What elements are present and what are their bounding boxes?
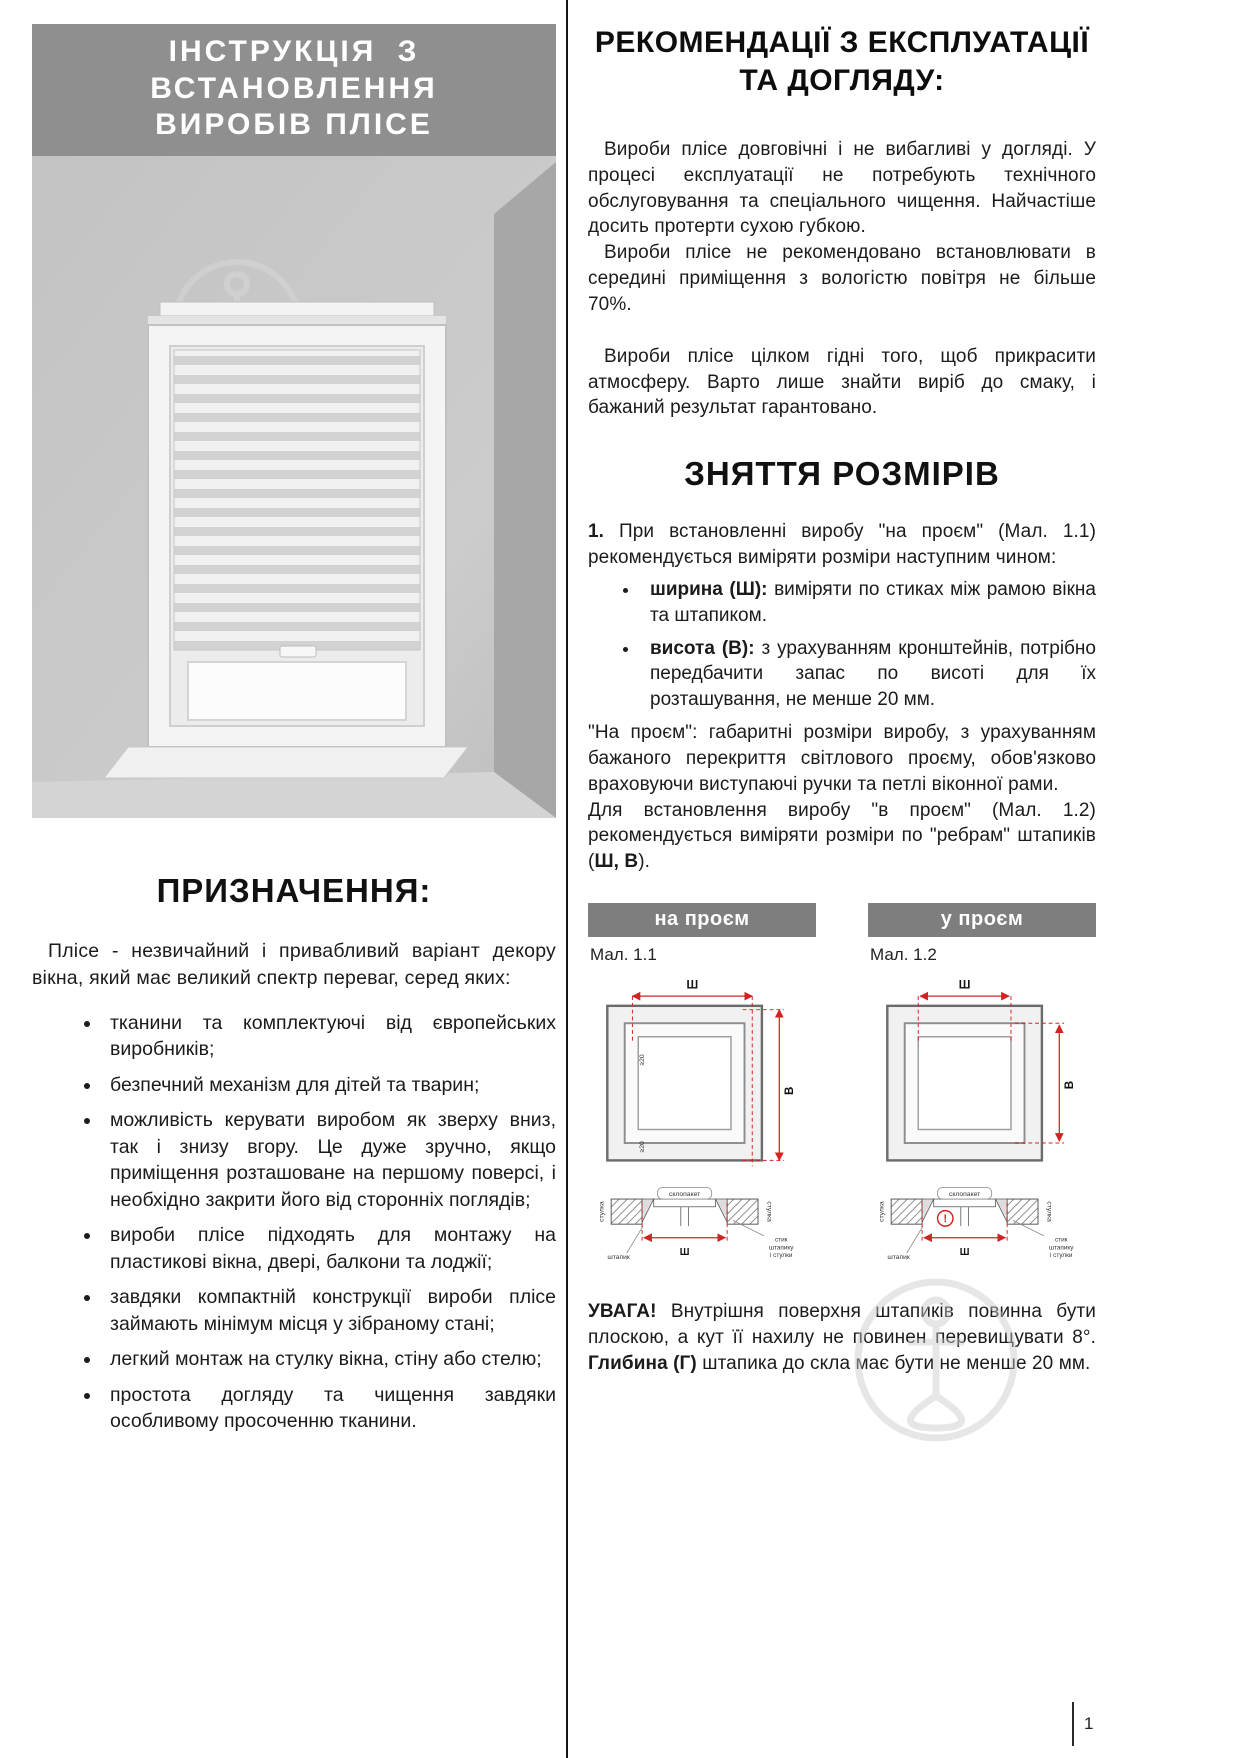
glazing-label: склопакет [668, 1191, 701, 1199]
joint-label: штапику [768, 1244, 794, 1252]
sash-label: стулка [878, 1201, 886, 1222]
advantages-list [32, 1010, 556, 1435]
sash-label: стулка [598, 1201, 606, 1222]
figure-na-proem [588, 903, 816, 1263]
width-dim-label: Ш [686, 979, 699, 992]
joint-label: і стулки [770, 1252, 793, 1260]
page-number [1072, 1702, 1093, 1746]
step-number: 1. [588, 521, 605, 543]
left-column [32, 24, 556, 1444]
figure2-caption: Мал. 1.2 [870, 945, 937, 965]
window-measurement-diagram-2 [868, 967, 1096, 1263]
figure-u-proem [868, 903, 1096, 1263]
blind-handle [280, 646, 316, 657]
v-proem-text: Для встановлення виробу "в проєм" (Мал. 1.2) рекомендується виміряти розміри по "ребрам" штапиків ( [588, 799, 1096, 873]
height-dim-label: В [1063, 1080, 1076, 1090]
term-width-text: виміряти по стиках між рамою вікна та штапиком. [650, 578, 1096, 626]
care-paragraph-3: Вироби плісе цілком гідні того, щоб прикрасити атмосферу. Варто лише знайти виріб до смаку, і бажаний результат гарантовано. [588, 345, 1096, 419]
list-item: • завдяки компактній конструкції вироби плісе займають мінімум місця у зібраному стані; [102, 1284, 556, 1337]
window-measurement-diagram-1 [588, 967, 816, 1263]
care-paragraph-2: Вироби плісе не рекомендовано встановлювати в середині приміщення з вологістю повітря не більше 70%. [588, 242, 1096, 315]
list-item: • простота догляду та чищення завдяки особливому просоченню тканини. [102, 1382, 556, 1435]
purpose-intro: Плісе - незвичайний і привабливий варіант декору вікна, який має великий спектр переваг, серед яких: [32, 939, 556, 989]
list-item: • тканини та комплектуючі від європейських виробників; [102, 1010, 556, 1063]
joint-label: і стулки [1050, 1252, 1073, 1260]
care-title-line1: РЕКОМЕНДАЦІЇ З ЕКСПЛУАТАЦІЇ [594, 26, 1090, 59]
height-dim-label: В [783, 1086, 796, 1096]
joint-label: стик [1055, 1236, 1068, 1244]
sash-label: стулка [1045, 1201, 1053, 1222]
step-text: При встановленні виробу "на проєм" (Мал. 1.1) рекомендується виміряти розміри наступним чином: [588, 521, 1096, 569]
bead-label: штапик [607, 1253, 630, 1261]
joint-label: стик [775, 1236, 788, 1244]
figures-row [588, 903, 1096, 1263]
figure1-caption: Мал. 1.1 [590, 945, 657, 965]
width-dim-label: Ш [958, 979, 971, 992]
section-width-label: Ш [679, 1247, 690, 1259]
care-paragraph-1: Вироби плісе довговічні і не вибагливі у догляді. У процесі експлуатації не потребують технічного обслуговування та спеціального чищення. Найчастіше досить протерти сухою губкою. [588, 139, 1096, 238]
attention-text-1: Внутрішня поверхня штапиків повинна бути плоскою, а кут її нахилу не повинен перевищувати 8°. [588, 1301, 1096, 1348]
attention-paragraph [588, 1299, 1096, 1376]
v-proem-dims: Ш, В [594, 851, 639, 873]
right-column [588, 24, 1096, 1377]
attention-label: УВАГА! [588, 1301, 657, 1323]
column-divider-line [566, 0, 568, 1758]
min-gap-label: ≥20 [639, 1141, 647, 1153]
page-number-value: 1 [1084, 1714, 1094, 1733]
care-title-line2: ТА ДОГЛЯДУ: [739, 63, 945, 97]
sash-label: стулка [765, 1201, 773, 1222]
figure1-header: на проєм [588, 903, 816, 937]
instruction-header-line2: ВИРОБІВ ПЛІСЕ [155, 108, 433, 142]
purpose-title: ПРИЗНАЧЕННЯ: [156, 871, 432, 909]
measuring-step1 [588, 519, 1096, 571]
list-item: • можливість керувати виробом як зверху вниз, так і знизу вгору. Це дуже зручно, якщо приміщення розташоване на першому поверсі, і необхідно закрити його від сторонніх поглядів; [102, 1107, 556, 1213]
section-width-label: Ш [959, 1247, 970, 1259]
warning-exclamation-icon [938, 1211, 953, 1226]
list-item: • безпечний механізм для дітей та тварин; [102, 1072, 556, 1099]
depth-term: Глибина (Г) [588, 1352, 697, 1374]
glazing-label: склопакет [948, 1191, 981, 1199]
list-item [640, 636, 1096, 713]
term-width: ширина (Ш): [650, 578, 768, 600]
svg-text:!: ! [943, 1213, 948, 1226]
figure2-header: у проєм [868, 903, 1096, 937]
list-item [640, 577, 1096, 629]
attention-text-2: штапика до скла має бути не менше 20 мм. [696, 1352, 1091, 1374]
bead-label: штапик [887, 1253, 910, 1261]
na-proem-paragraph: "На проєм": габаритні розміри виробу, з урахуванням бажаного перекриття світлового проєму, обов'язково враховуючи виступаючі ручки та петлі віконної рами. [588, 722, 1096, 795]
list-item: • легкий монтаж на стулку вікна, стіну або стелю; [102, 1346, 556, 1373]
v-proem-paragraph [588, 798, 1096, 875]
care-title [588, 24, 1096, 99]
list-item: • вироби плісе підходять для монтажу на пластикові вікна, двері, балкони та лоджії; [102, 1222, 556, 1275]
v-proem-end: ). [638, 851, 651, 873]
min-gap-label: ≥20 [639, 1054, 647, 1066]
term-height-text: з урахуванням кронштейнів, потрібно передбачити запас по висоті для їх розташування, не менше 20 мм. [650, 637, 1096, 711]
joint-label: штапику [1048, 1244, 1074, 1252]
instruction-header [32, 24, 556, 156]
pleated-blind-window-photo [32, 156, 556, 818]
instruction-header-line1: ІНСТРУКЦІЯ З ВСТАНОВЛЕННЯ [150, 35, 438, 105]
term-height: висота (В): [650, 637, 755, 659]
measuring-title: ЗНЯТТЯ РОЗМІРІВ [684, 455, 1000, 493]
window-sill [104, 747, 468, 778]
measuring-list [588, 577, 1096, 713]
